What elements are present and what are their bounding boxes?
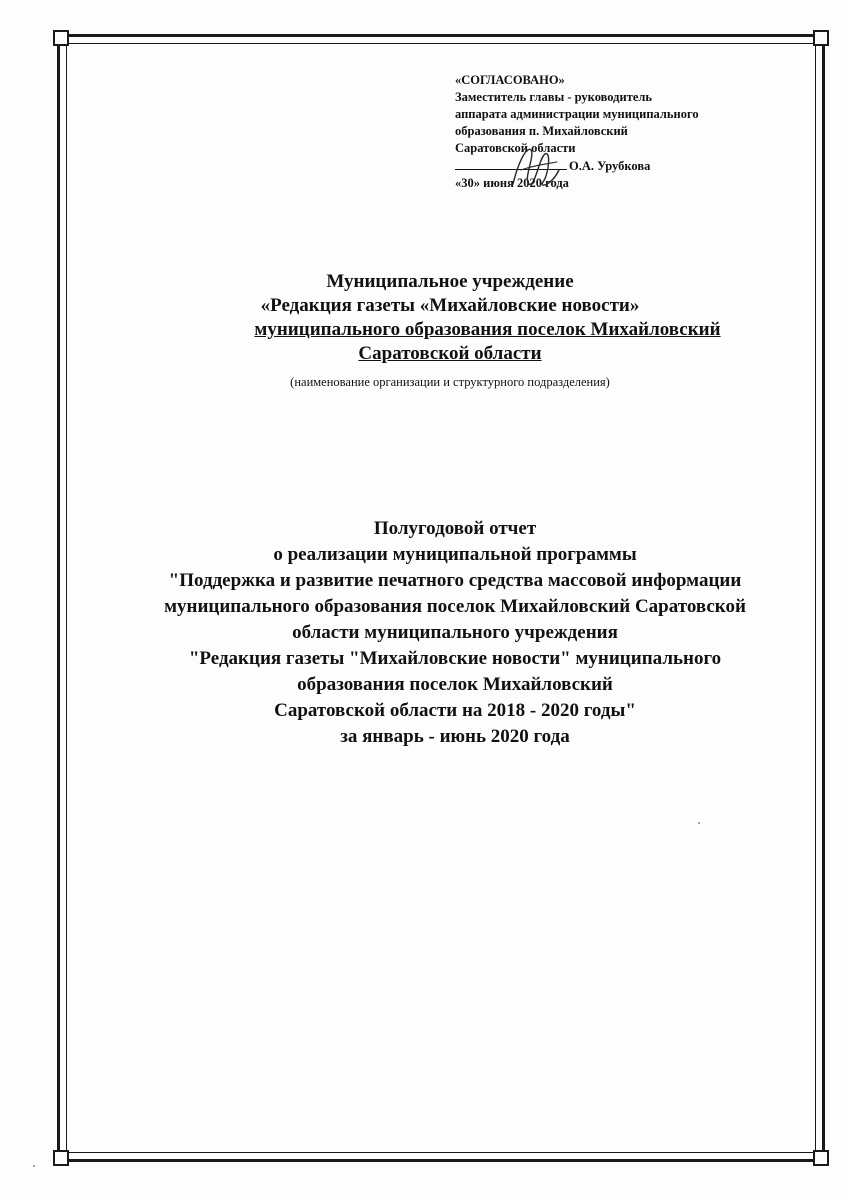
scan-speck <box>698 822 700 824</box>
border-corner-ornament <box>813 30 829 46</box>
handwritten-signature <box>505 140 565 200</box>
approval-title: «СОГЛАСОВАНО» <box>455 73 565 87</box>
approval-position-line: Заместитель главы - руководитель <box>455 90 653 104</box>
scan-speck <box>33 1165 35 1167</box>
report-title: Полугодовой отчет <box>373 518 537 539</box>
approval-signer: О.А. Урубкова <box>569 159 651 173</box>
organization-line-underlined: муниципального образования поселок Михайловский <box>254 319 721 340</box>
report-title-line: муниципального образования поселок Михайловский Саратовской <box>164 596 746 617</box>
approval-position-line: образования п. Михайловский <box>455 124 628 138</box>
report-title-line: о реализации муниципальной программы <box>273 544 637 565</box>
report-title-line: образования поселок Михайловский <box>297 674 613 695</box>
border-corner-ornament <box>53 30 69 46</box>
approval-position-line: аппарата администрации муниципального <box>455 107 699 121</box>
report-title-line: "Поддержка и развитие печатного средства массовой информации <box>168 570 742 591</box>
report-title-line: Саратовской области на 2018 - 2020 годы" <box>274 700 636 721</box>
approval-position-line: Саратовской области <box>455 141 576 155</box>
organization-block <box>110 270 790 366</box>
approval-date: «30» июня 2020 года <box>455 176 569 190</box>
organization-line: Муниципальное учреждение <box>326 271 574 292</box>
report-title-block <box>85 516 825 750</box>
report-title-line: "Редакция газеты "Михайловские новости" муниципального <box>188 648 722 669</box>
organization-caption: (наименование организации и структурного подразделения) <box>290 375 610 389</box>
report-period: за январь - июнь 2020 года <box>340 726 570 747</box>
border-corner-ornament <box>813 1150 829 1166</box>
report-title-line: области муниципального учреждения <box>292 622 618 643</box>
organization-line: «Редакция газеты «Михайловские новости» <box>260 295 640 316</box>
organization-line-underlined: Саратовской области <box>358 343 542 364</box>
border-corner-ornament <box>53 1150 69 1166</box>
